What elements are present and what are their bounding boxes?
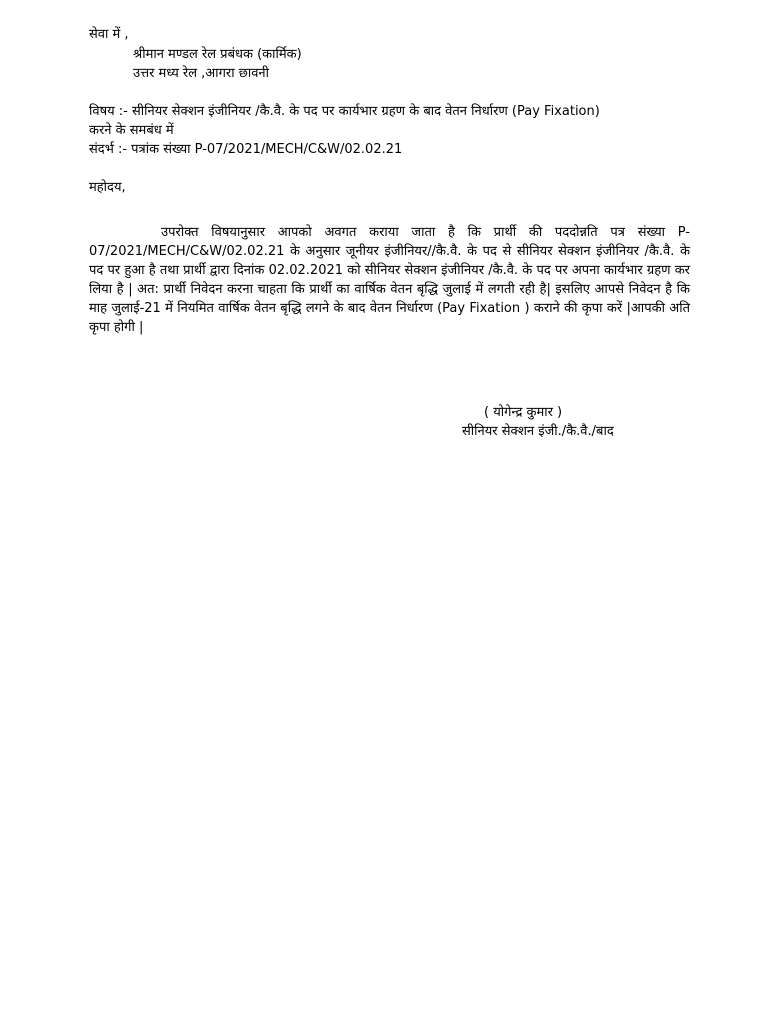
subject-line-1: विषय :- सीनियर सेक्शन इंजीनियर /कै.वै. के पद पर कार्यभार ग्रहण के बाद वेतन निर्धारण (Pay Fixation) xyxy=(89,104,600,119)
signatory-name: ( योगेन्द्र कुमार ) xyxy=(484,405,563,420)
addressee-place: उत्तर मध्य रेल ,आगरा छावनी xyxy=(133,66,269,81)
subject-line-2: करने के समबंध में xyxy=(89,123,174,138)
addressee-name: श्रीमान मण्डल रेल प्रबंधक (कार्मिक) xyxy=(133,47,302,62)
signatory-designation: सीनियर सेक्शन इंजी./कै.वै./बाद xyxy=(462,424,614,439)
reference-line: संदर्भ :- पत्रांक संख्या P-07/2021/MECH/C&W/02.02.21 xyxy=(89,142,403,157)
greeting: महोदय, xyxy=(89,180,126,195)
body-paragraph: उपरोक्त विषयानुसार आपको अवगत कराया जाता है कि प्रार्थी की पददोन्नति पत्र संख्या P-07/2021/MECH/C&W/02.02.21 के अनुसार जूनीयर इंजीनियर//कै.वै. के पद से सीनियर सेक्शन इंजीनियर /कै.वै. के पद पर हुआ है तथा प्रार्थी द्वारा दिनांक 02.02.2021 को सीनियर सेक्शन इंजीनियर /कै.वै. के पद पर अपना कार्यभार ग्रहण कर लिया है | अत: प्रार्थी निवेदन करना चाहता कि प्रार्थी का वार्षिक वेतन बृद्धि जुलाई में लगती रही है| इसलिए आपसे निवेदन है कि माह जुलाई-21 में नियमित वार्षिक वेतन बृद्धि लगने के बाद वेतन निर्धारण (Pay Fixation ) कराने की कृपा करें |आपकी अति कृपा होगी | xyxy=(89,225,690,335)
salutation-to: सेवा में , xyxy=(89,27,129,42)
